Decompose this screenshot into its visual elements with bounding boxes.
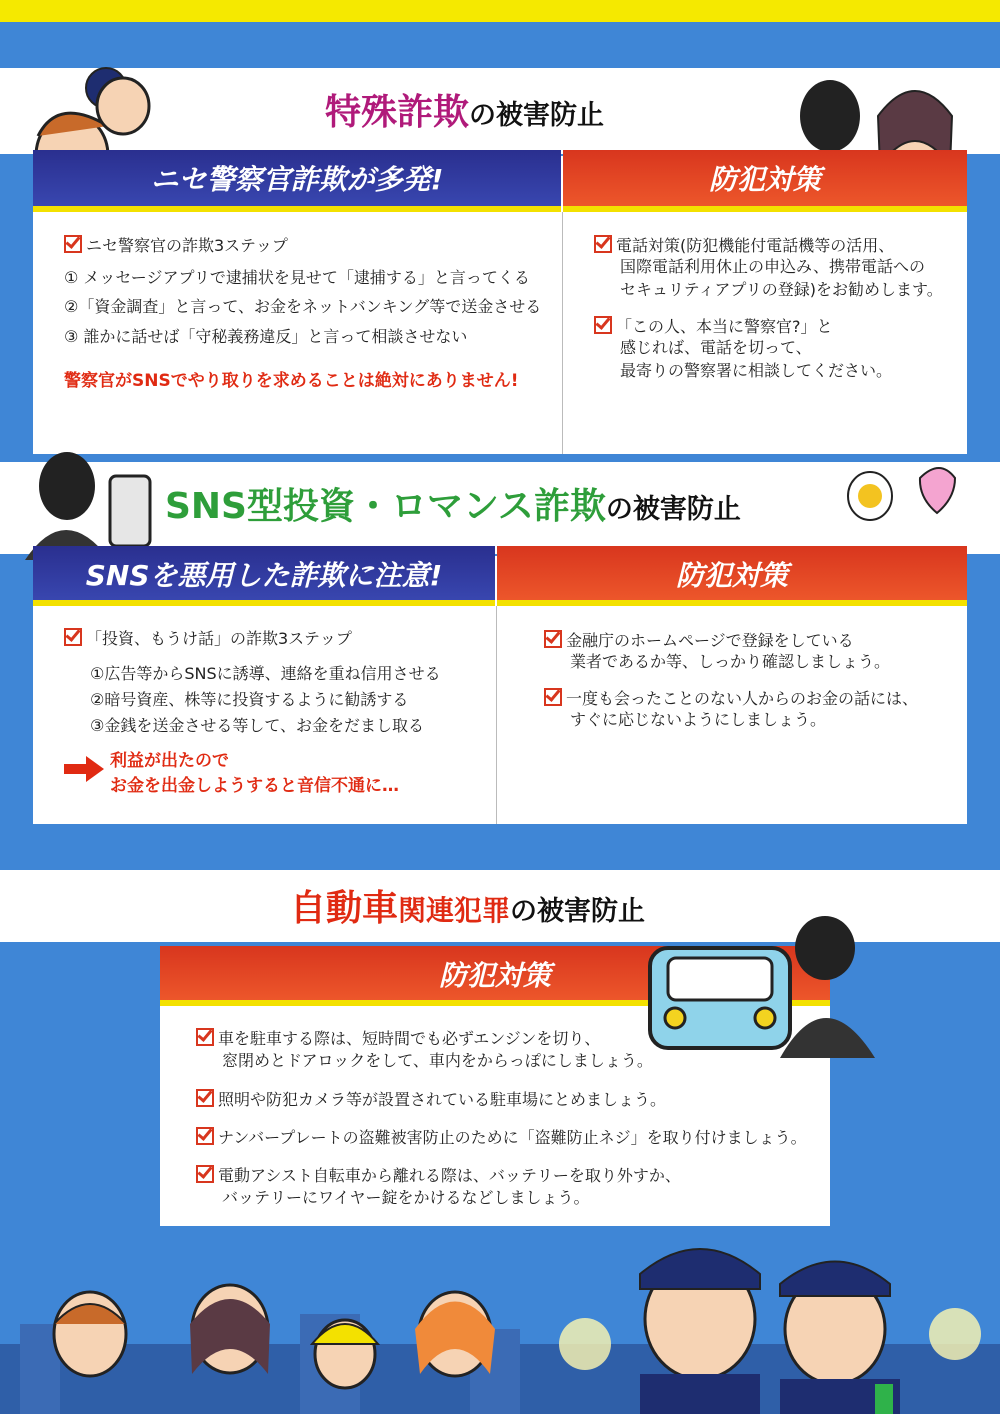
check-icon [196,1089,214,1107]
section1-step: ① メッセージアプリで逮捕状を見せて「逮捕する」と言ってくる [64,268,530,287]
section2-warning-line: 利益が出たので [110,751,229,771]
section1-title-main: 特殊詐欺 [325,92,470,133]
section2-left-check: 「投資、もうけ話」の詐欺3ステップ [64,626,352,650]
section1-step: ②「資金調査」と言って、お金をネットバンキング等で送金させる [64,297,542,316]
section3-item-line: バッテリーにワイヤー錠をかけるなどしましょう。 [222,1188,590,1207]
section1-title [325,84,604,135]
check-icon [594,235,612,253]
check-icon [544,688,562,706]
section1-right-item-line: セキュリティアプリの登録)をお勧めします。 [620,280,943,299]
section2-divider [496,606,497,824]
section2-title [165,478,741,529]
section1-divider [562,212,563,454]
check-icon [594,316,612,334]
section2-right-item: 一度も会ったことのない人からのお金の話には、 [544,686,918,710]
section2-title-main: SNS型投資・ロマンス詐欺 [165,486,606,527]
top-yellow-bar [0,0,1000,22]
section1-right-item: 電話対策(防犯機能付電話機等の活用、 [594,233,894,257]
scammer-with-phone-illustration [15,440,155,560]
section3-item-line: 窓閉めとドアロックをして、車内をからっぽにしましょう。 [222,1051,653,1070]
check-icon [544,630,562,648]
section2-step: ①広告等からSNSに誘導、連絡を重ね信用させる [90,664,441,683]
section3-title-mid: 関連犯罪 [398,894,511,927]
section3-title-main: 自動車 [290,888,399,929]
section2-left-header: SNSを悪用した詐欺に注意! [33,546,495,606]
section3-title-suffix: の被害防止 [510,896,646,927]
section2-right-item: 金融庁のホームページで登録をしている [544,628,854,652]
section3-item: 照明や防犯カメラ等が設置されている駐車場にとめましょう。 [196,1087,666,1111]
section3-title [290,880,645,931]
section2-title-suffix: の被害防止 [605,494,741,525]
section1-left-header: ニセ警察官詐欺が多発! [33,150,561,212]
section3-item: ナンバープレートの盗難被害防止のために「盗難防止ネジ」を取り付けましょう。 [196,1125,807,1149]
section1-step: ③ 誰かに話せば「守秘義務違反」と言って相談させない [64,327,468,346]
section3-item: 電動アシスト自転車から離れる際は、バッテリーを取り外すか、 [196,1163,681,1187]
section1-title-suffix: の被害防止 [469,100,605,131]
people-and-police-illustration [0,1234,1000,1414]
section1-right-item: 「この人、本当に警察官?」と [594,314,833,338]
section3-item: 車を駐車する際は、短時間でも必ずエンジンを切り、 [196,1026,600,1050]
yen-and-heart-icon [845,458,965,528]
section2-step: ②暗号資産、株等に投資するように勧誘する [90,690,409,709]
check-icon [196,1127,214,1145]
section2-right-item-line: すぐに応じないようにしましょう。 [570,710,827,729]
arrow-right-icon [64,756,104,782]
section3-header: 防犯対策 [160,946,830,1006]
check-icon [196,1028,214,1046]
check-icon [64,235,82,253]
section1-right-item-line: 感じれば、電話を切って、 [620,338,812,357]
section2-right-header: 防犯対策 [497,546,967,606]
section1-right-item-line: 国際電話利用休止の申込み、携帯電話への [620,257,925,276]
check-icon [64,628,82,646]
section1-warning: 警察官がSNSでやり取りを求めることは絶対にありません! [64,371,519,391]
car-and-thief-illustration [640,908,880,1058]
section1-right-header: 防犯対策 [563,150,967,212]
section1-left-check: ニセ警察官の詐欺3ステップ [64,233,288,257]
section1-right-item-line: 最寄りの警察署に相談してください。 [620,361,893,380]
section2-warning-line: お金を出金しようすると音信不通に… [110,776,399,796]
check-icon [196,1165,214,1183]
section2-right-item-line: 業者であるか等、しっかり確認しましょう。 [570,652,891,671]
section2-step: ③金銭を送金させる等して、お金をだまし取る [90,716,425,735]
